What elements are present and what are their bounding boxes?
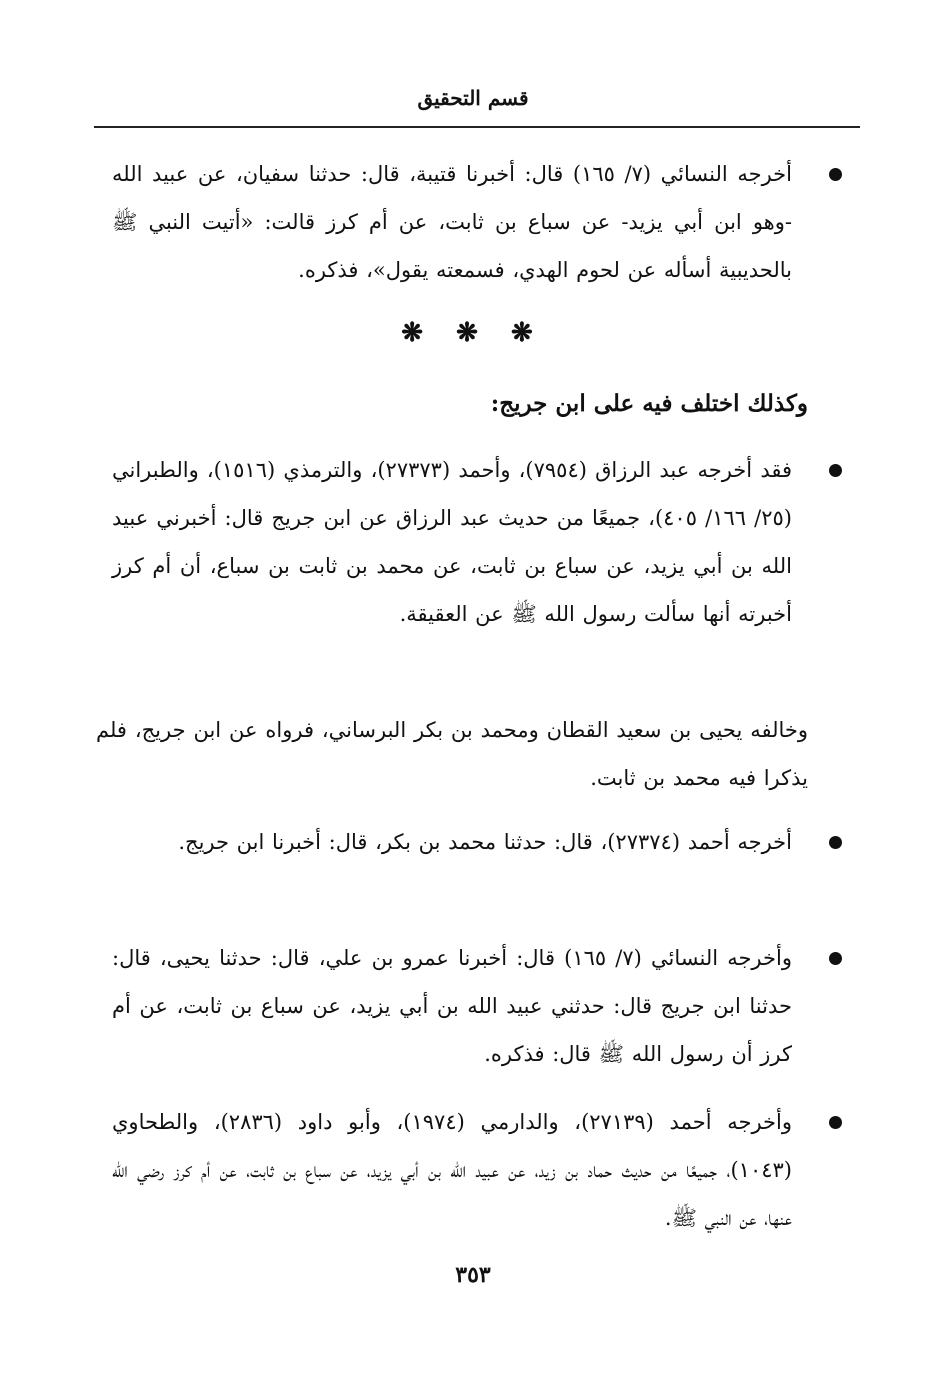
page-header-title: قسم التحقيق	[417, 86, 529, 110]
list-item-ahmad-bakr	[92, 818, 852, 914]
bullet-icon	[829, 836, 842, 849]
list-item-text: وأخرجه النسائي (٧/ ١٦٥) قال: أخبرنا عمرو بن علي، قال: حدثنا يحيى، قال: حدثنا ابن جريج قال: حدثني عبيد الله بن أبي يزيد، عن سباع بن ثابت، عن أم كرز أن رسول الله ﷺ قال: فذكره.	[112, 946, 792, 1066]
list-item-abdurrazzaq	[92, 446, 852, 686]
bullet-icon	[829, 168, 842, 181]
page-number: ٣٥٣	[455, 1262, 491, 1288]
bullet-icon	[829, 952, 842, 965]
list-item-text: فقد أخرجه عبد الرزاق (٧٩٥٤)، وأحمد (٢٧٣٧٣)، والترمذي (١٥١٦)، والطبراني (٢٥/ ١٦٦/ ٤٠٥)، جميعًا من حديث عبد الرزاق عن ابن جريج قال: أخبرني عبيد الله بن أبي يزيد، عن سباع بن ثابت، عن محمد بن ثابت بن سباع، أن أم كرز أخبرته أنها سألت رسول الله ﷺ عن العقيقة.	[112, 458, 792, 626]
list-item-text: أخرجه أحمد (٢٧٣٧٤)، قال: حدثنا محمد بن بكر، قال: أخبرنا ابن جريج.	[178, 830, 792, 854]
bullet-icon	[829, 464, 842, 477]
bullet-icon	[829, 1116, 842, 1129]
list-item-nasai-qutayba	[92, 150, 852, 294]
list-item-nasai-amr	[92, 934, 852, 1078]
section-heading: وكذلك اختلف فيه على ابن جريج:	[490, 390, 808, 417]
header-divider	[94, 126, 860, 128]
section-separator: ❋ ❋ ❋	[401, 318, 545, 348]
list-item-text: أخرجه النسائي (٧/ ١٦٥) قال: أخبرنا قتيبة، قال: حدثنا سفيان، عن عبيد الله -وهو ابن أبي يزيد- عن سباع بن ثابت، عن أم كرز قالت: «أتيت النبي ﷺ بالحديبية أسأله عن لحوم الهدي، فسمعته يقول»، فذكره.	[112, 162, 792, 282]
list-item-text: وأخرجه أحمد (٢٧١٣٩)، والدارمي (١٩٧٤)، وأبو داود (٢٨٣٦)، والطحاوي (١٠٤٣)، جميعًا من حديث حماد بن زيد، عن عبيد الله بن أبي يزيد، عن سباع بن ثابت، عن أم كرز رضي الله عنها، عن النبي ﷺ.	[112, 1110, 792, 1230]
body-paragraph: وخالفه يحيى بن سعيد القطان ومحمد بن بكر البرساني، فرواه عن ابن جريج، فلم يذكرا فيه محمد بن ثابت.	[96, 718, 808, 790]
list-item-ahmad-darimi	[92, 1098, 852, 1242]
